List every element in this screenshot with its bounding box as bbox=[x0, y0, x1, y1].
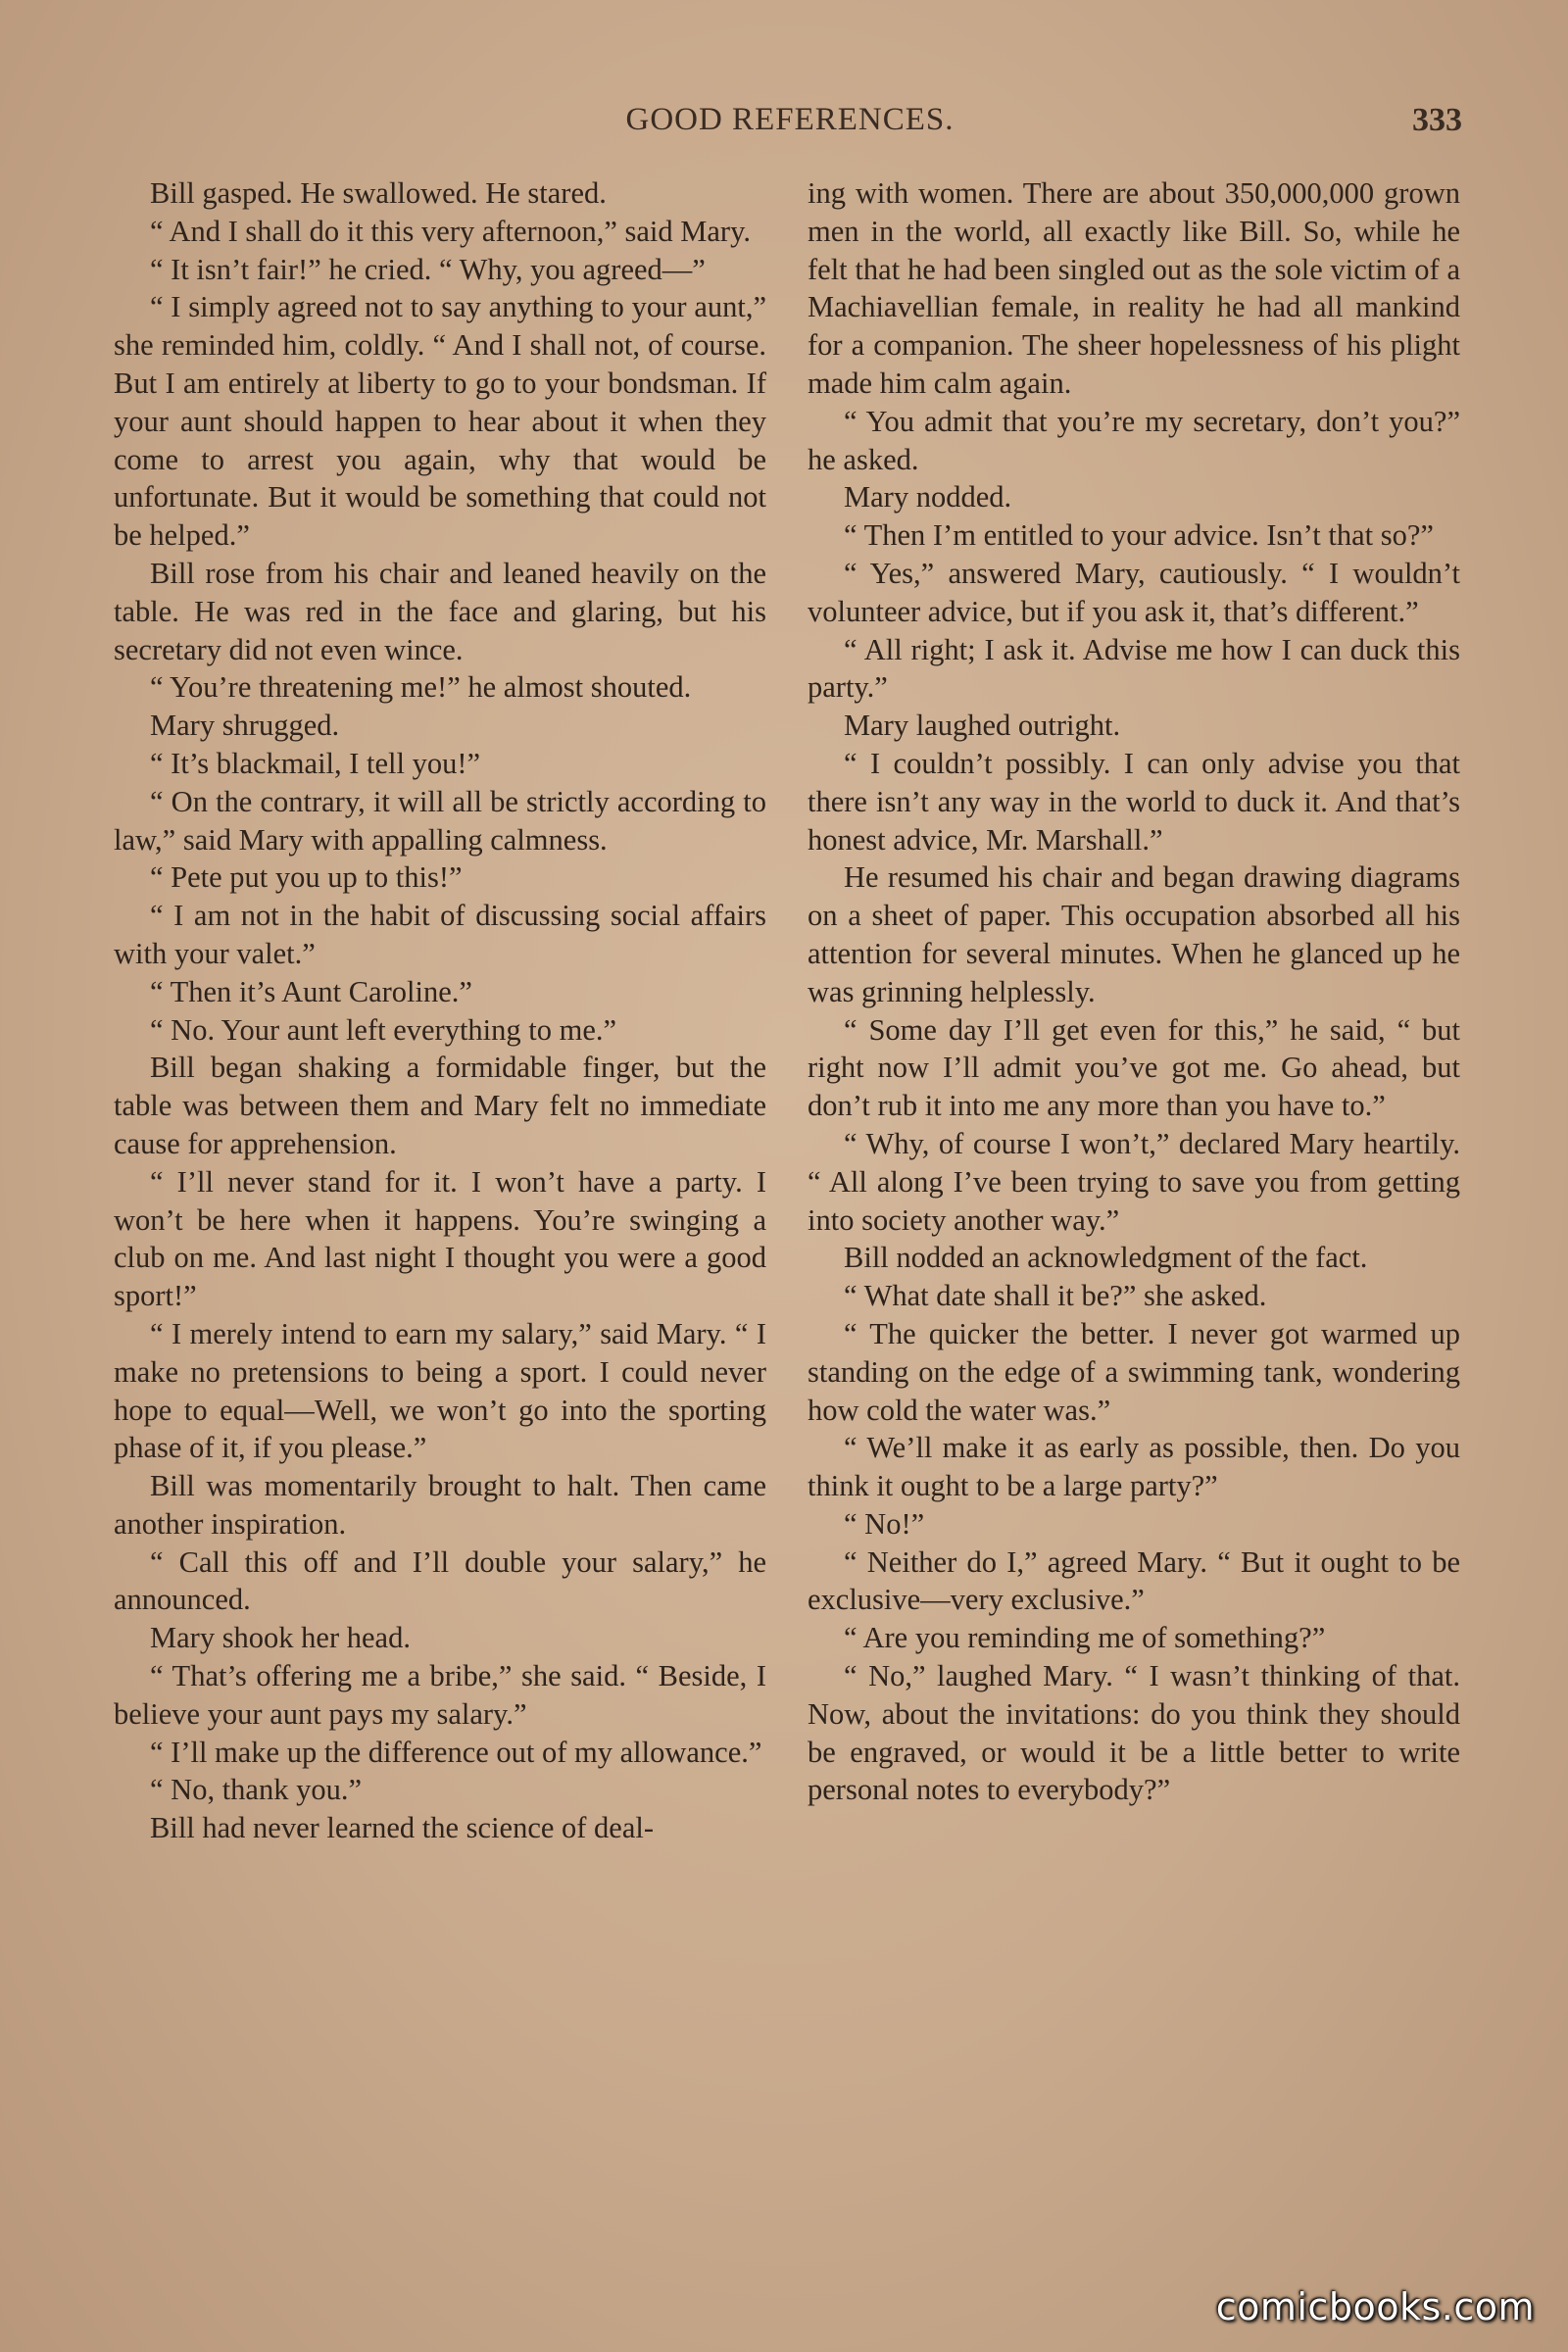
paragraph: “ No. Your aunt left everything to me.” bbox=[150, 1012, 617, 1047]
paragraph: “ No!” bbox=[844, 1506, 925, 1541]
paragraph: “ Then it’s Aunt Caroline.” bbox=[150, 974, 472, 1008]
paragraph: “ We’ll make it as early as possible, then. Do you think it ought to be a large party?” bbox=[808, 1431, 1460, 1503]
paragraph: “ Some day I’ll get even for this,” he said, “ but right now I’ll admit you’ve got me. Go ahead, but don’t rub it into me any more than you have to.” bbox=[808, 1012, 1460, 1123]
paragraph: Bill rose from his chair and leaned heavily on the table. He was red in the face and glaring, but his secretary did not even wince. bbox=[114, 556, 766, 666]
paragraph: Bill nodded an acknowledgment of the fact. bbox=[844, 1241, 1368, 1275]
paragraph: Bill began shaking a formidable finger, but the table was between them and Mary felt no immediate cause for apprehension. bbox=[114, 1051, 766, 1160]
page-number: 333 bbox=[1412, 102, 1462, 138]
running-head: GOOD REFERENCES. bbox=[625, 102, 955, 137]
paragraph: Mary shrugged. bbox=[150, 709, 340, 743]
paragraph: “ The quicker the better. I never got warmed up standing on the edge of a swimming tank, wondering how cold the water was.” bbox=[808, 1316, 1460, 1427]
watermark-logo: comicbooks.com bbox=[1215, 2285, 1535, 2328]
paragraph: “ Why, of course I won’t,” declared Mary heartily. “ All along I’ve been trying to save you from getting into society another way.” bbox=[808, 1126, 1460, 1237]
paragraph: “ That’s offering me a bribe,” she said. “ Beside, I believe your aunt pays my salary.” bbox=[114, 1659, 766, 1731]
paragraph: “ I simply agreed not to say anything to your aunt,” she reminded him, coldly. “ And I shall not, of course. But I am entirely at liberty to go to your bondsman. If your aunt should happen to hear about it when they come to arrest you again, why that would be unfortunate. But it would be something that could not be helped.” bbox=[114, 290, 766, 553]
paragraph: “ I merely intend to earn my salary,” said Mary. “ I make no pretensions to being a sport. I could never hope to equal—Well, we won’t go into the sporting phase of it, if you please.” bbox=[114, 1316, 766, 1465]
paragraph: “ I am not in the habit of discussing social affairs with your valet.” bbox=[114, 899, 766, 970]
left-column bbox=[114, 174, 766, 1847]
paragraph: Bill had never learned the science of deal- bbox=[150, 1811, 655, 1845]
paragraph: Mary laughed outright. bbox=[844, 709, 1121, 743]
paragraph: “ Neither do I,” agreed Mary. “ But it ought to be exclusive—very exclusive.” bbox=[808, 1544, 1460, 1617]
paragraph: He resumed his chair and began drawing diagrams on a sheet of paper. This occupation absorbed all his attention for several minutes. When he glanced up he was grinning helplessly. bbox=[808, 860, 1460, 1008]
paragraph: “ Call this off and I’ll double your salary,” he announced. bbox=[114, 1544, 766, 1617]
paragraph: “ On the contrary, it will all be strictly according to law,” said Mary with appalling calmness. bbox=[114, 784, 766, 857]
paragraph: “ No,” laughed Mary. “ I wasn’t thinking of that. Now, about the invitations: do you think they should be engraved, or would it be a little better to write personal notes to everybody?” bbox=[808, 1659, 1460, 1807]
paragraph: “ It’s blackmail, I tell you!” bbox=[150, 746, 481, 780]
paragraph: Bill was momentarily brought to halt. Then came another inspiration. bbox=[114, 1469, 766, 1541]
paragraph: “ No, thank you.” bbox=[150, 1773, 362, 1807]
paragraph: “ It isn’t fair!” he cried. “ Why, you agreed—” bbox=[150, 252, 706, 286]
paragraph: “ All right; I ask it. Advise me how I can duck this party.” bbox=[808, 632, 1460, 705]
paragraph: Mary shook her head. bbox=[150, 1621, 411, 1655]
paragraph: “ I’ll make up the difference out of my allowance.” bbox=[150, 1735, 762, 1769]
paragraph: “ Then I’m entitled to your advice. Isn’t that so?” bbox=[844, 518, 1434, 553]
paragraph: “ Are you reminding me of something?” bbox=[844, 1621, 1326, 1655]
right-column bbox=[808, 174, 1460, 1809]
paragraph: “ I couldn’t possibly. I can only advise you that there isn’t any way in the world to duck it. And that’s honest advice, Mr. Marshall.” bbox=[808, 746, 1460, 857]
paragraph: Mary nodded. bbox=[844, 480, 1012, 514]
paragraph: “ You admit that you’re my secretary, don’t you?” he asked. bbox=[808, 404, 1460, 476]
paragraph: “ Pete put you up to this!” bbox=[150, 860, 463, 895]
paragraph: “ Yes,” answered Mary, cautiously. “ I wouldn’t volunteer advice, but if you ask it, that’s different.” bbox=[808, 556, 1460, 628]
paragraph: “ I’ll never stand for it. I won’t have a party. I won’t be here when it happens. You’re swinging a club on me. And last night I thought you were a good sport!” bbox=[114, 1164, 766, 1313]
paragraph: Bill gasped. He swallowed. He stared. bbox=[150, 176, 607, 210]
paragraph: “ And I shall do it this very afternoon,” said Mary. bbox=[150, 214, 751, 248]
paragraph: “ What date shall it be?” she asked. bbox=[844, 1279, 1267, 1313]
paragraph: ing with women. There are about 350,000,000 grown men in the world, all exactly like Bill. So, while he felt that he had been singled out as the sole victim of a Machiavellian female, in reality he had all mankind for a companion. The sheer hopelessness of his plight made him calm again. bbox=[808, 176, 1460, 400]
page-header bbox=[114, 102, 1466, 151]
paragraph: “ You’re threatening me!” he almost shouted. bbox=[150, 670, 692, 705]
